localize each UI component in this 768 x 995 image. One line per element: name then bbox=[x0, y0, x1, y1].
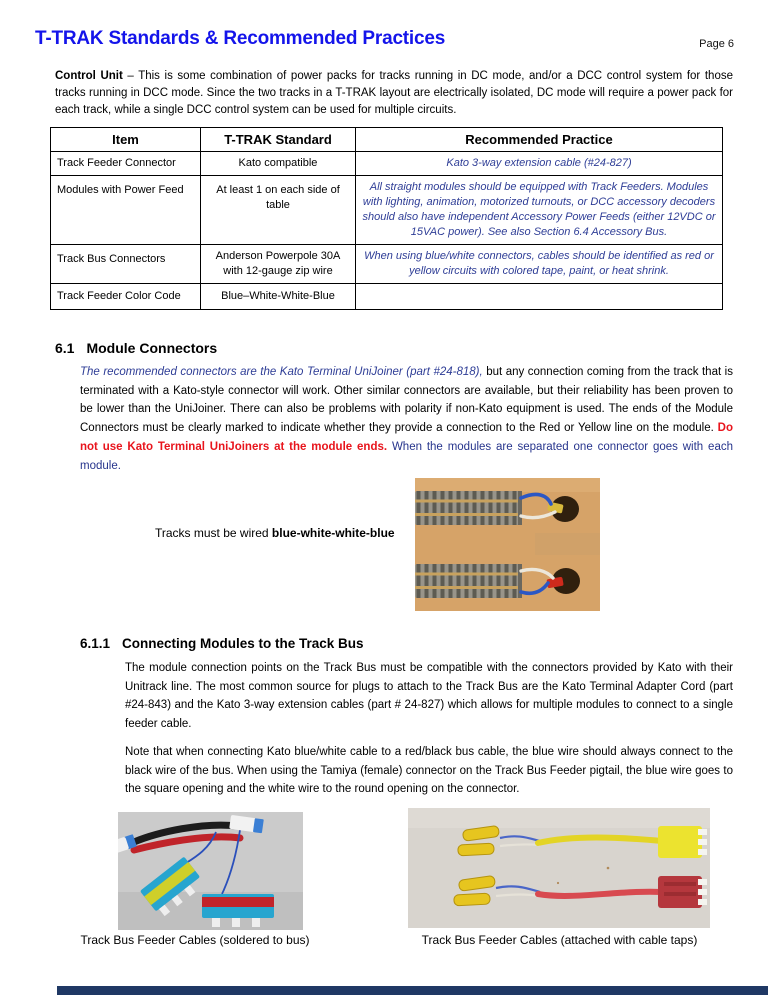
intro-lead: Control Unit bbox=[55, 70, 123, 82]
section-number: 6.1.1 bbox=[80, 636, 111, 651]
column-header-item: Item bbox=[51, 128, 201, 152]
track-top bbox=[415, 491, 522, 525]
feeder-soldered-photo bbox=[118, 812, 303, 930]
caption-bold: blue-white-white-blue bbox=[271, 526, 395, 540]
track-wiring-caption bbox=[155, 526, 395, 540]
section-6-1-paragraph bbox=[80, 363, 733, 475]
cell-practice: All straight modules should be equipped with Track Feeders. Modules with lighting, animation, motorized turnouts, or DCC accessory decoders should also have independent Accessory Power Feeds (either 12VDC or 15VAC power). See also Section 6.4 Accessory Bus. bbox=[356, 176, 723, 245]
cell-standard: Kato compatible bbox=[201, 152, 356, 176]
section-heading-6-1-1 bbox=[80, 636, 364, 651]
intro-paragraph bbox=[55, 68, 733, 119]
text-black: but any connection coming from the track that is terminated with a Kato-style connector will work. Other similar connectors are available, but their reliability has been proven to be lower than the UniJoiner. There can also be problems with polarity if non-Kato equipment is used. The ends of the Module Connectors must be clearly marked to indicate whether they provide a connection to the Red or Yellow line on the module. bbox=[80, 366, 733, 435]
cell-item: Track Bus Connectors bbox=[51, 245, 201, 284]
column-header-practice: Recommended Practice bbox=[356, 128, 723, 152]
cell-item: Track Feeder Color Code bbox=[51, 284, 201, 310]
table-header-row bbox=[51, 128, 723, 152]
page-number: Page 6 bbox=[699, 38, 734, 50]
intro-text: – This is some combination of power packs for tracks running in DC mode, and/or a DCC control system for those tracks running in DCC mode. Since the two tracks in a T-TRAK layout are electrically isolated, DC mode will require a power pack for each track, while a single DCC control system can be used for multiple circuits. bbox=[55, 70, 733, 116]
text-blue-end: When the modules are separated one connector goes with each module. bbox=[80, 440, 733, 472]
cell-item: Track Feeder Connector bbox=[51, 152, 201, 176]
text-blue-italic: The recommended connectors are the Kato Terminal UniJoiner (part #24-818), bbox=[80, 366, 483, 378]
standards-table bbox=[50, 127, 723, 310]
cell-standard: Anderson Powerpole 30A with 12-gauge zip wire bbox=[201, 245, 356, 284]
caption-normal: Tracks must be wired bbox=[155, 526, 272, 540]
cell-practice bbox=[356, 284, 723, 310]
column-header-standard: T-TRAK Standard bbox=[201, 128, 356, 152]
section-number: 6.1 bbox=[55, 340, 75, 356]
feeder-cable-taps-photo bbox=[408, 808, 710, 928]
caption-cable-taps: Track Bus Feeder Cables (attached with cable taps) bbox=[421, 933, 698, 947]
section-title: Connecting Modules to the Track Bus bbox=[122, 636, 364, 651]
next-page-band bbox=[57, 986, 768, 995]
track-bottom bbox=[415, 564, 522, 598]
table-row bbox=[51, 284, 723, 310]
cell-item: Modules with Power Feed bbox=[51, 176, 201, 245]
section-heading-6-1 bbox=[55, 340, 217, 356]
section-title: Module Connectors bbox=[86, 340, 218, 356]
cell-practice: Kato 3-way extension cable (#24-827) bbox=[356, 152, 723, 176]
cell-standard: Blue–White-White-Blue bbox=[201, 284, 356, 310]
table-row bbox=[51, 152, 723, 176]
table-row bbox=[51, 176, 723, 245]
cell-practice: When using blue/white connectors, cables should be identified as red or yellow circuits with colored tape, paint, or heat shrink. bbox=[356, 245, 723, 284]
section-6-1-1-paragraph-1: The module connection points on the Track Bus must be compatible with the connectors provided by Kato with their Unitrack line. The most common source for plugs to attach to the Track Bus are the Kato Terminal Adapter Cord (part #24-843) and the Kato 3-way extension cables (part # 24-827) which allows for multiple modules to connect to a single feeder cable. bbox=[125, 662, 733, 730]
table-row bbox=[51, 245, 723, 284]
cell-standard: At least 1 on each side of table bbox=[201, 176, 356, 245]
track-wiring-photo bbox=[415, 478, 600, 611]
text-warning-red: Do not use Kato Terminal UniJoiners at the module ends. bbox=[80, 422, 733, 453]
section-6-1-1-paragraph-2: Note that when connecting Kato blue/white cable to a red/black bus cable, the blue wire should always connect to the black wire of the bus. When using the Tamiya (female) connector on the Track Bus Feeder pigtail, the blue wire goes to the square opening and the white wire to the round opening on the connector. bbox=[125, 746, 733, 795]
caption-soldered: Track Bus Feeder Cables (soldered to bus) bbox=[80, 933, 310, 947]
page-title: T-TRAK Standards & Recommended Practices bbox=[35, 28, 446, 49]
